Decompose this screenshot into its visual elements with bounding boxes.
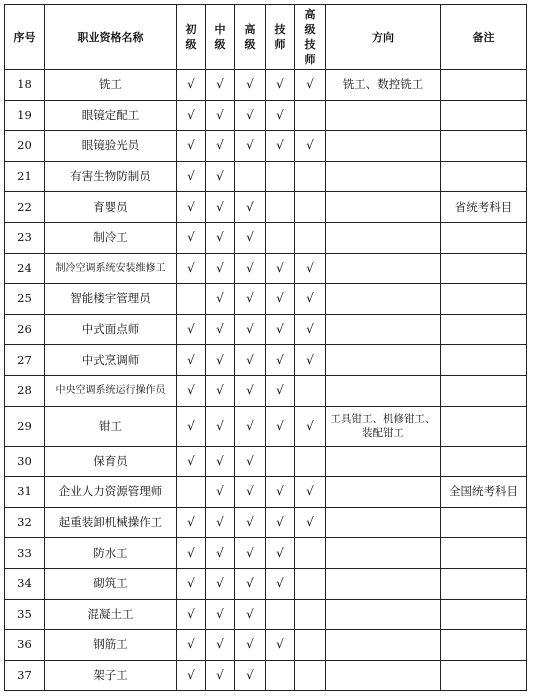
cell-level-technician: √: [266, 406, 295, 446]
cell-seq: 21: [5, 161, 45, 192]
header-level-senior: 高 级: [235, 5, 266, 70]
cell-level-technician: [266, 660, 295, 691]
cell-note: [441, 568, 527, 599]
cell-level-intermediate: √: [206, 100, 235, 131]
cell-level-intermediate: √: [206, 538, 235, 569]
table-row: [5, 192, 527, 223]
header-seq: 序号: [5, 5, 45, 70]
cell-name: 混凝土工: [45, 599, 177, 630]
cell-level-technician: √: [266, 507, 295, 538]
cell-name: 砌筑工: [45, 568, 177, 599]
cell-level-junior: √: [177, 375, 206, 406]
cell-level-senior: [235, 161, 266, 192]
cell-seq: 22: [5, 192, 45, 223]
table-row: [5, 161, 527, 192]
cell-level-senior-technician: [295, 192, 326, 223]
cell-note: [441, 599, 527, 630]
cell-direction: [326, 568, 441, 599]
cell-level-intermediate: √: [206, 314, 235, 345]
table-row: [5, 253, 527, 284]
cell-level-senior: √: [235, 284, 266, 315]
cell-level-senior-technician: [295, 222, 326, 253]
cell-level-senior: √: [235, 131, 266, 162]
cell-direction: [326, 630, 441, 661]
cell-level-senior: √: [235, 100, 266, 131]
cell-level-junior: √: [177, 406, 206, 446]
cell-note: [441, 538, 527, 569]
cell-seq: 34: [5, 568, 45, 599]
cell-direction: [326, 222, 441, 253]
cell-note: [441, 70, 527, 101]
cell-level-senior-technician: [295, 568, 326, 599]
cell-note: [441, 131, 527, 162]
cell-direction: [326, 100, 441, 131]
cell-name: 中式面点师: [45, 314, 177, 345]
cell-seq: 18: [5, 70, 45, 101]
cell-note: 省统考科目: [441, 192, 527, 223]
cell-level-senior-technician: √: [295, 131, 326, 162]
cell-name: 钳工: [45, 406, 177, 446]
cell-level-junior: √: [177, 222, 206, 253]
cell-note: [441, 375, 527, 406]
cell-level-senior-technician: [295, 446, 326, 477]
cell-level-senior: √: [235, 406, 266, 446]
cell-level-technician: √: [266, 70, 295, 101]
cell-direction: [326, 477, 441, 508]
cell-level-junior: √: [177, 630, 206, 661]
cell-level-technician: √: [266, 284, 295, 315]
header-level-junior: 初 级: [177, 5, 206, 70]
cell-level-technician: √: [266, 131, 295, 162]
cell-direction: [326, 538, 441, 569]
cell-direction: [326, 507, 441, 538]
cell-level-intermediate: √: [206, 192, 235, 223]
cell-level-intermediate: √: [206, 161, 235, 192]
cell-seq: 37: [5, 660, 45, 691]
table-row: [5, 507, 527, 538]
cell-level-senior-technician: [295, 630, 326, 661]
cell-seq: 33: [5, 538, 45, 569]
cell-level-intermediate: √: [206, 446, 235, 477]
cell-level-technician: √: [266, 253, 295, 284]
cell-level-junior: √: [177, 70, 206, 101]
cell-direction: [326, 161, 441, 192]
cell-level-senior: √: [235, 222, 266, 253]
qualification-table-wrapper: [4, 4, 527, 691]
cell-name: 企业人力资源管理师: [45, 477, 177, 508]
header-level-senior-technician: 高 级 技 师: [295, 5, 326, 70]
cell-seq: 31: [5, 477, 45, 508]
cell-level-senior: √: [235, 507, 266, 538]
cell-note: [441, 284, 527, 315]
cell-direction: [326, 253, 441, 284]
cell-note: [441, 660, 527, 691]
cell-level-intermediate: √: [206, 70, 235, 101]
cell-level-technician: [266, 222, 295, 253]
cell-level-junior: √: [177, 345, 206, 376]
cell-seq: 27: [5, 345, 45, 376]
cell-level-junior: √: [177, 192, 206, 223]
cell-name: 架子工: [45, 660, 177, 691]
cell-level-intermediate: √: [206, 599, 235, 630]
qualification-table: [4, 4, 527, 691]
cell-name: 眼镜定配工: [45, 100, 177, 131]
header-row: [5, 5, 527, 70]
cell-name: 起重装卸机械操作工: [45, 507, 177, 538]
cell-name: 眼镜验光员: [45, 131, 177, 162]
cell-level-senior-technician: [295, 538, 326, 569]
cell-level-senior: √: [235, 345, 266, 376]
table-row: [5, 406, 527, 446]
table-row: [5, 446, 527, 477]
table-row: [5, 131, 527, 162]
cell-level-technician: √: [266, 568, 295, 599]
cell-direction: [326, 660, 441, 691]
cell-level-senior-technician: √: [295, 70, 326, 101]
cell-level-senior: √: [235, 568, 266, 599]
cell-level-senior-technician: √: [295, 477, 326, 508]
cell-name: 有害生物防制员: [45, 161, 177, 192]
cell-level-intermediate: √: [206, 253, 235, 284]
cell-seq: 28: [5, 375, 45, 406]
cell-direction: [326, 284, 441, 315]
cell-level-technician: [266, 446, 295, 477]
cell-seq: 29: [5, 406, 45, 446]
header-level-technician: 技 师: [266, 5, 295, 70]
table-row: [5, 568, 527, 599]
cell-name: 中式烹调师: [45, 345, 177, 376]
cell-level-junior: √: [177, 599, 206, 630]
cell-level-intermediate: √: [206, 630, 235, 661]
cell-seq: 30: [5, 446, 45, 477]
cell-level-intermediate: √: [206, 222, 235, 253]
cell-seq: 35: [5, 599, 45, 630]
cell-level-intermediate: √: [206, 507, 235, 538]
cell-level-senior-technician: √: [295, 314, 326, 345]
table-row: [5, 314, 527, 345]
cell-level-technician: √: [266, 630, 295, 661]
cell-seq: 24: [5, 253, 45, 284]
cell-level-intermediate: √: [206, 568, 235, 599]
cell-level-senior: √: [235, 192, 266, 223]
cell-note: [441, 630, 527, 661]
cell-level-senior-technician: [295, 161, 326, 192]
cell-level-senior-technician: √: [295, 406, 326, 446]
cell-seq: 19: [5, 100, 45, 131]
cell-level-junior: √: [177, 161, 206, 192]
cell-note: [441, 507, 527, 538]
cell-seq: 32: [5, 507, 45, 538]
cell-level-technician: √: [266, 345, 295, 376]
cell-name: 育婴员: [45, 192, 177, 223]
cell-level-junior: √: [177, 253, 206, 284]
table-row: [5, 660, 527, 691]
cell-direction: [326, 599, 441, 630]
header-direction: 方向: [326, 5, 441, 70]
cell-level-junior: √: [177, 100, 206, 131]
cell-seq: 36: [5, 630, 45, 661]
cell-name: 铣工: [45, 70, 177, 101]
table-row: [5, 477, 527, 508]
cell-level-junior: √: [177, 314, 206, 345]
cell-seq: 20: [5, 131, 45, 162]
cell-note: [441, 314, 527, 345]
cell-level-intermediate: √: [206, 345, 235, 376]
table-row: [5, 345, 527, 376]
table-row: [5, 538, 527, 569]
cell-name: 智能楼宇管理员: [45, 284, 177, 315]
cell-level-senior-technician: √: [295, 253, 326, 284]
header-level-intermediate: 中 级: [206, 5, 235, 70]
cell-level-intermediate: √: [206, 660, 235, 691]
table-row: [5, 375, 527, 406]
cell-level-technician: √: [266, 538, 295, 569]
cell-level-senior: √: [235, 630, 266, 661]
cell-level-senior: √: [235, 477, 266, 508]
cell-level-technician: [266, 192, 295, 223]
cell-level-senior: √: [235, 538, 266, 569]
cell-seq: 23: [5, 222, 45, 253]
cell-note: [441, 100, 527, 131]
cell-level-senior: √: [235, 599, 266, 630]
cell-note: [441, 253, 527, 284]
table-row: [5, 222, 527, 253]
cell-level-senior-technician: [295, 660, 326, 691]
table-row: [5, 100, 527, 131]
cell-name: 防水工: [45, 538, 177, 569]
cell-level-technician: √: [266, 477, 295, 508]
cell-level-junior: √: [177, 131, 206, 162]
cell-level-technician: √: [266, 100, 295, 131]
cell-direction: [326, 345, 441, 376]
cell-level-senior: √: [235, 375, 266, 406]
cell-level-junior: √: [177, 538, 206, 569]
table-row: [5, 70, 527, 101]
cell-level-junior: √: [177, 507, 206, 538]
cell-name: 制冷空调系统安装维修工: [45, 253, 177, 284]
cell-note: [441, 345, 527, 376]
cell-level-senior-technician: [295, 375, 326, 406]
cell-name: 保育员: [45, 446, 177, 477]
header-name: 职业资格名称: [45, 5, 177, 70]
header-note: 备注: [441, 5, 527, 70]
cell-name: 中央空调系统运行操作员: [45, 375, 177, 406]
cell-level-senior-technician: √: [295, 507, 326, 538]
cell-level-senior: √: [235, 70, 266, 101]
cell-direction: 工具钳工、机修钳工、装配钳工: [326, 406, 441, 446]
cell-level-senior-technician: [295, 100, 326, 131]
cell-level-intermediate: √: [206, 284, 235, 315]
cell-direction: [326, 131, 441, 162]
cell-level-intermediate: √: [206, 375, 235, 406]
table-body: [5, 70, 527, 691]
cell-note: [441, 406, 527, 446]
table-row: [5, 630, 527, 661]
cell-note: [441, 161, 527, 192]
cell-direction: [326, 314, 441, 345]
cell-level-junior: √: [177, 568, 206, 599]
cell-name: 制冷工: [45, 222, 177, 253]
cell-level-technician: √: [266, 375, 295, 406]
table-row: [5, 284, 527, 315]
table-row: [5, 599, 527, 630]
cell-level-junior: [177, 477, 206, 508]
cell-seq: 26: [5, 314, 45, 345]
cell-level-junior: [177, 284, 206, 315]
cell-level-intermediate: √: [206, 406, 235, 446]
cell-direction: [326, 446, 441, 477]
cell-level-senior-technician: [295, 599, 326, 630]
cell-direction: 铣工、数控铣工: [326, 70, 441, 101]
cell-level-senior: √: [235, 253, 266, 284]
cell-level-senior: √: [235, 660, 266, 691]
cell-name: 钢筋工: [45, 630, 177, 661]
cell-level-senior-technician: √: [295, 345, 326, 376]
cell-level-technician: [266, 161, 295, 192]
cell-seq: 25: [5, 284, 45, 315]
cell-note: [441, 222, 527, 253]
cell-level-junior: √: [177, 446, 206, 477]
cell-direction: [326, 192, 441, 223]
cell-level-junior: √: [177, 660, 206, 691]
cell-direction: [326, 375, 441, 406]
cell-level-intermediate: √: [206, 477, 235, 508]
cell-level-senior: √: [235, 446, 266, 477]
cell-level-senior-technician: √: [295, 284, 326, 315]
cell-note: 全国统考科目: [441, 477, 527, 508]
cell-level-technician: √: [266, 314, 295, 345]
cell-level-senior: √: [235, 314, 266, 345]
cell-level-technician: [266, 599, 295, 630]
cell-note: [441, 446, 527, 477]
cell-level-intermediate: √: [206, 131, 235, 162]
